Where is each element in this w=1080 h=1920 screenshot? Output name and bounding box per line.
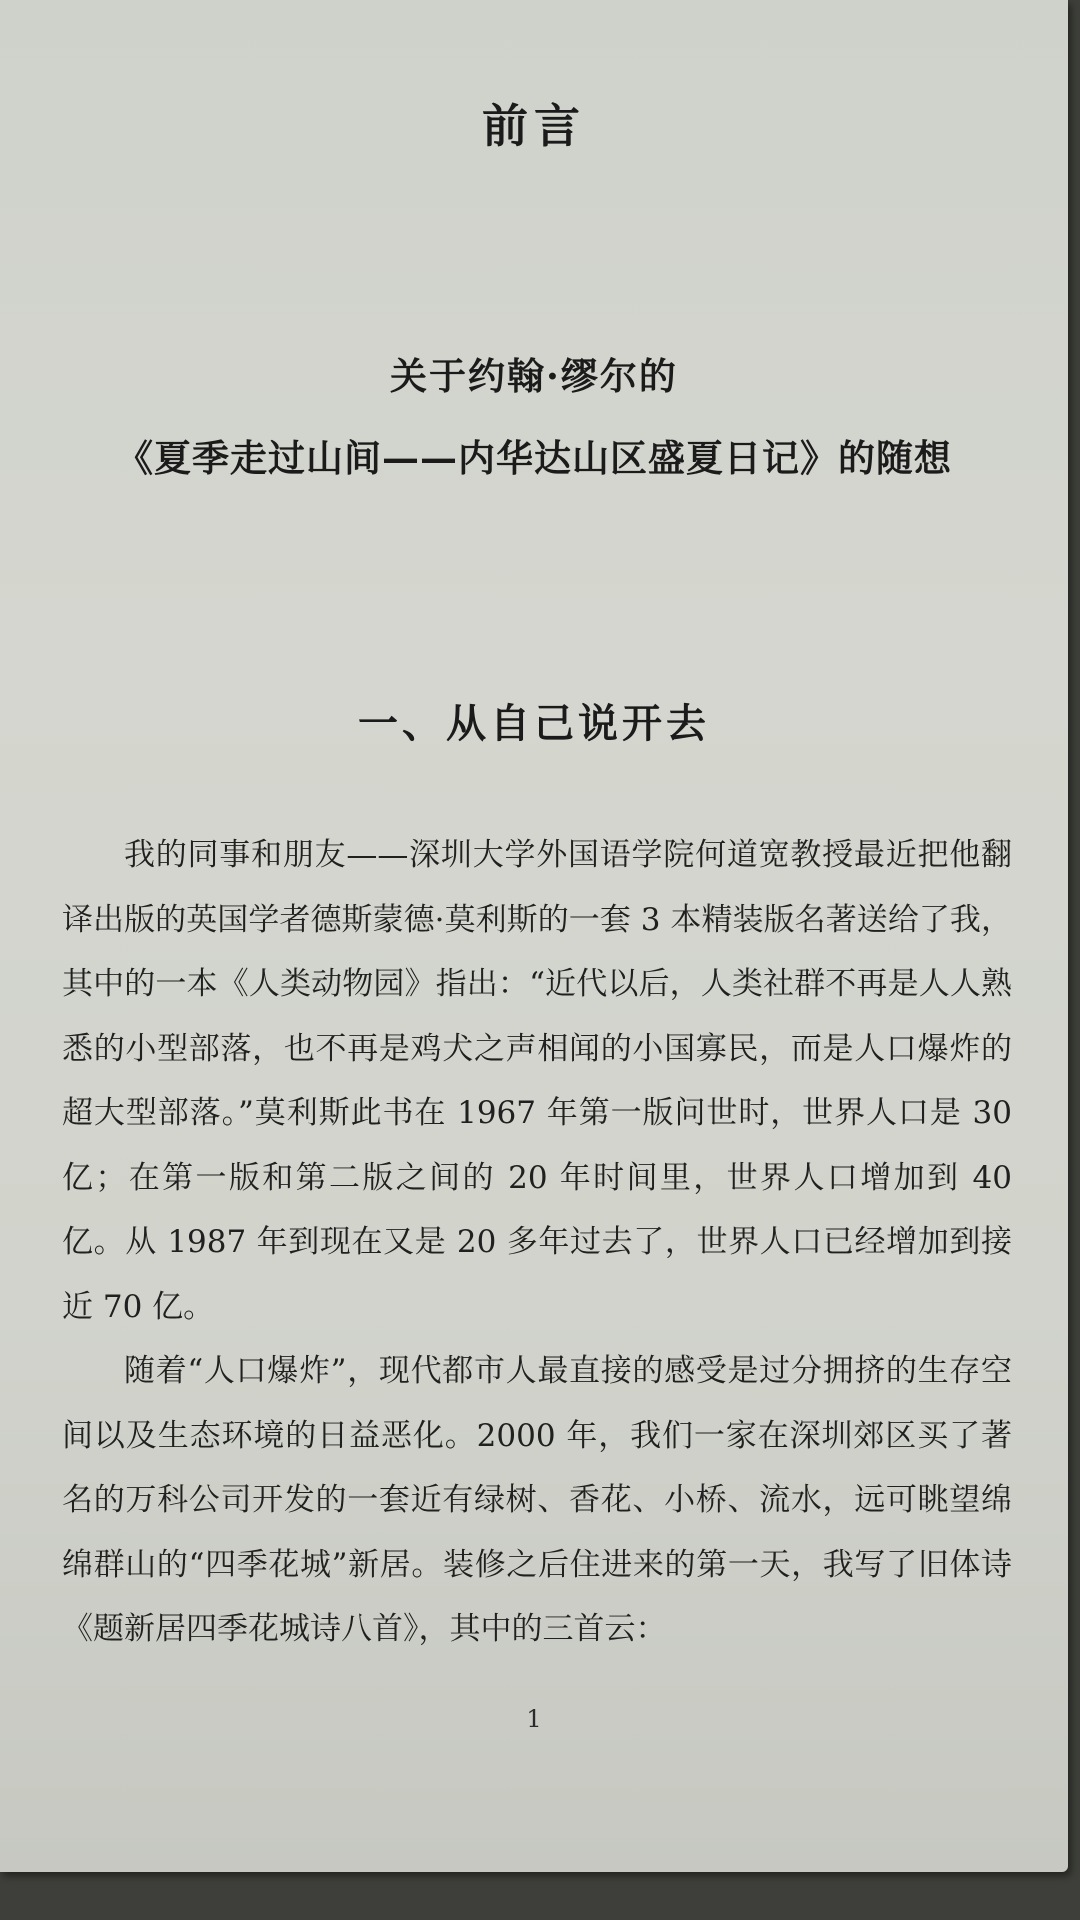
- page-title: 前言: [482, 99, 586, 153]
- page-number: 1: [526, 1705, 542, 1733]
- subtitle-line-2: 《夏季走过山间——内华达山区盛夏日记》的随想: [116, 436, 952, 480]
- body-text: [62, 823, 1012, 1662]
- paragraph-2: 随着“人口爆炸”，现代都市人最直接的感受是过分拥挤的生存空间以及生态环境的日益恶化。2000 年，我们一家在深圳郊区买了著名的万科公司开发的一套近有绿树、香花、小桥、流水，远可眺望绵绵群山的“四季花城”新居。装修之后住进来的第一天，我写了旧体诗《题新居四季花城诗八首》，其中的三首云：: [62, 1353, 1012, 1647]
- subtitle-line-1: 关于约翰·缪尔的: [390, 354, 678, 398]
- paragraph-1: 我的同事和朋友——深圳大学外国语学院何道宽教授最近把他翻译出版的英国学者德斯蒙德·莫利斯的一套 3 本精装版名著送给了我，其中的一本《人类动物园》指出：“近代以后，人类社群不再是人人熟悉的小型部落，也不再是鸡犬之声相闻的小国寡民，而是人口爆炸的超大型部落。”莫利斯此书在 1967 年第一版问世时，世界人口是 30 亿；在第一版和第二版之间的 20 年时间里，世界人口增加到 40 亿。从 1987 年到现在又是 20 多年过去了，世界人口已经增加到接近 70 亿。: [62, 837, 1012, 1325]
- section-title: 一、从自己说开去: [358, 700, 710, 747]
